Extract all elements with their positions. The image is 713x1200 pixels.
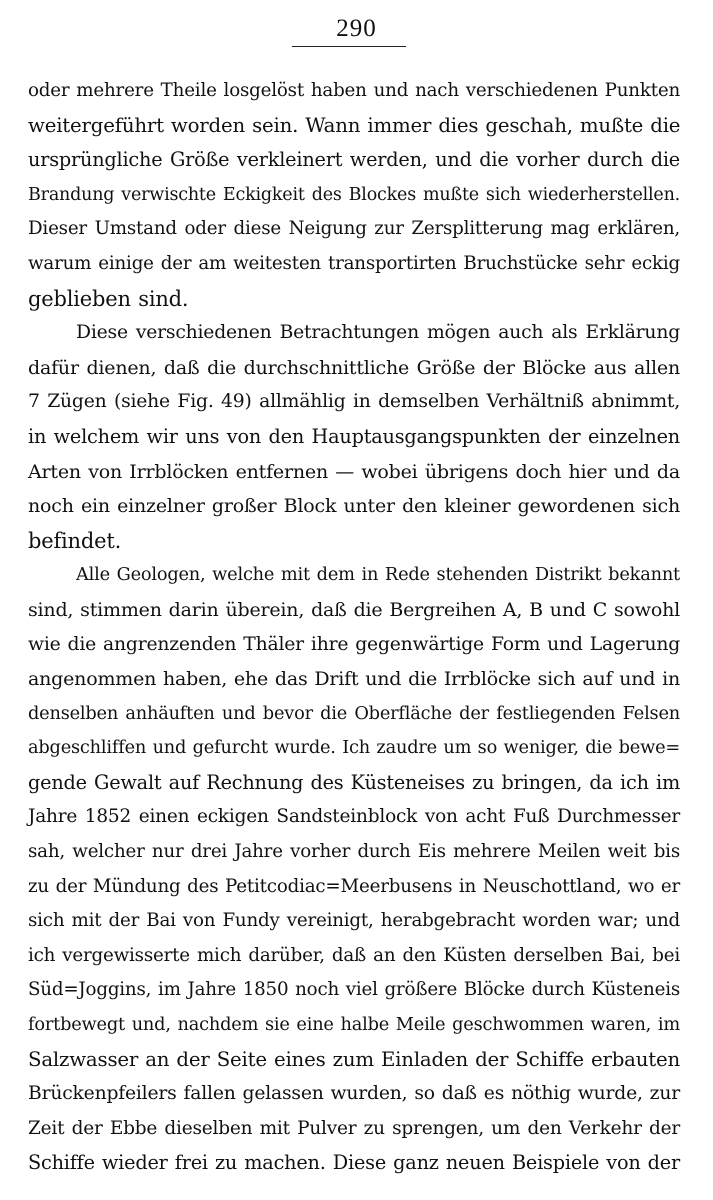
text-line: noch ein einzelner großer Block unter den kleiner gewordenen sich [28,495,680,518]
text-line: gende Gewalt auf Rechnung des Küsteneises zu bringen, da ich im [28,770,680,794]
text-line: Schiffe wieder frei zu machen. Diese ganz neuen Beispiele von der [28,1151,680,1175]
body-text [28,74,680,1181]
paragraph-1 [28,74,680,316]
text-line: geblieben sind. [28,286,189,311]
paragraph-2 [28,316,680,558]
text-line: Salzwasser an der Seite eines zum Einladen der Schiffe erbauten [28,1047,680,1071]
text-line: wie die angrenzenden Thäler ihre gegenwärtige Form und Lagerung [28,633,680,655]
text-line: Arten von Irrblöcken entfernen — wobei übrigens doch hier und da [28,460,680,483]
text-line: fortbewegt und, nachdem sie eine halbe Meile geschwommen waren, im [28,1015,680,1036]
text-line: warum einige der am weitesten transportirten Bruchstücke sehr eckig [28,252,680,274]
text-line: Alle Geologen, welche mit dem in Rede stehenden Distrikt bekannt [76,565,680,586]
text-line: oder mehrere Theile losgelöst haben und nach verschiedenen Punkten [28,80,680,101]
text-line: Brückenpfeilers fallen gelassen wurden, so daß es nöthig wurde, zur [28,1083,680,1105]
header-rule [292,46,406,47]
text-line: sah, welcher nur drei Jahre vorher durch Eis mehrere Meilen weit bis [28,841,680,863]
text-line: 7 Zügen (siehe Fig. 49) allmählig in demselben Verhältniß abnimmt, [28,391,680,413]
text-line: dafür dienen, daß die durchschnittliche Größe der Blöcke aus allen [28,356,680,379]
text-line: Brandung verwischte Eckigkeit des Blockes mußte sich wiederherstellen. [28,184,680,205]
text-line: zu der Mündung des Petitcodiac=Meerbusens in Neuschottland, wo er [28,875,680,897]
text-line: angenommen haben, ehe das Drift und die Irrblöcke sich auf und in [28,668,680,691]
text-line: weitergeführt worden sein. Wann immer dies geschah, mußte die [28,113,681,137]
text-line: Zeit der Ebbe dieselben mit Pulver zu sprengen, um den Verkehr der [28,1117,680,1139]
text-line: in welchem wir uns von den Hauptausgangspunkten der einzelnen [28,424,680,448]
text-line: ursprüngliche Größe verkleinert werden, und die vorher durch die [28,148,680,172]
text-line: denselben anhäuften und bevor die Oberfläche der festliegenden Felsen [28,703,680,724]
text-line: ich vergewisserte mich darüber, daß an den Küsten derselben Bai, bei [28,944,680,966]
text-line: befindet. [28,528,122,553]
page-number: 290 [336,15,377,42]
text-line: Diese verschiedenen Betrachtungen mögen auch als Erklärung [76,322,680,344]
text-line: Jahre 1852 einen eckigen Sandsteinblock von acht Fuß Durchmesser [28,806,680,828]
text-line: sich mit der Bai von Fundy vereinigt, herabgebracht worden war; und [28,910,680,932]
text-line: sind, stimmen darin überein, daß die Bergreihen A, B und C sowohl [28,598,680,621]
text-line: abgeschliffen und gefurcht wurde. Ich zaudre um so weniger, die bewe= [28,738,681,759]
text-line: Dieser Umstand oder diese Neigung zur Zersplitterung mag erklären, [28,218,680,240]
text-line: Süd=Joggins, im Jahre 1850 noch viel größere Blöcke durch Küsteneis [28,979,680,1001]
paragraph-3 [28,558,680,1181]
